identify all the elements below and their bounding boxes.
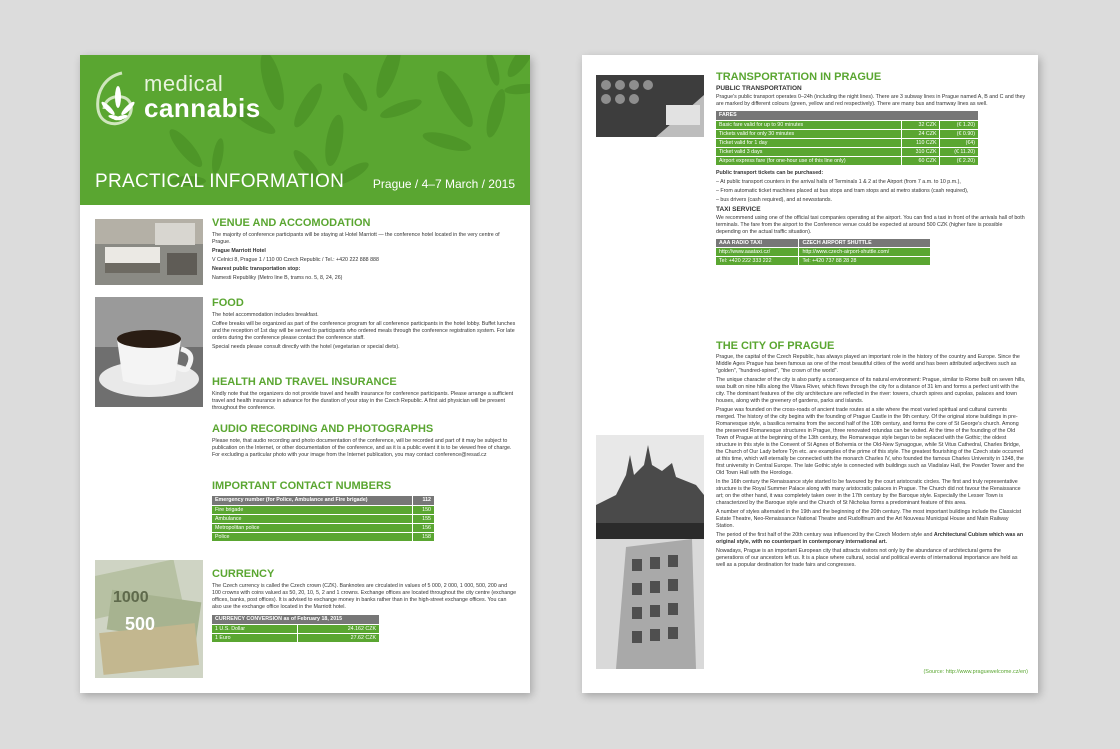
audio-heading: AUDIO RECORDING AND PHOTOGRAPHS — [212, 423, 434, 435]
city-text-3: Prague was founded on the cross-roads of ancient trade routes at a site where the most varied spiritual and cultural currents merged. The history of the city begins with the founding of Prague Castle in the 9th century. Of the original stone buildings in pre-Romanesque style, a basilica remains from the second half of the 10th century, and forms the core of St George's church. Among the preserved Romanesque structures in Prague, three renovated rotundas can be visited. At the time of the founding of the Old Town of Prague at the beginning of the 13th century, the Romanesque style began to be replaced with the Gothic; the oldest structure in this style is the Convent of St Agnes of Bohemia or the Old-New Synagogue, while St Vitus Cathedral, Charles Bridge, the Church of Our Lady before Týn etc. are examples of the prime of this style. The greatest flourishing of the Czech state occurred at this time, which will eternally be connected with the monarch Charles IV, who founded the famous Charles University in 1348, the first university in Central Europe. The late Gothic style is connected with buildings such as Vladislav Hall, the Powder Tower and the Old Town Hall with the Horologe. — [716, 407, 1025, 476]
taxi-phone: Tel: +420 222 333 222 — [716, 257, 799, 266]
contact-number: 158 — [412, 532, 434, 541]
logo-cannabis-text: cannabis — [144, 93, 261, 123]
cubist-building-photo — [596, 539, 704, 669]
tickets-item: – At public transport counters in the arrival halls of Terminals 1 & 2 at the Airport (from 7 a.m. to 10 p.m.), — [716, 178, 961, 185]
contact-number: 112 — [412, 496, 434, 505]
right-page — [582, 55, 1038, 693]
contact-label: Emergency number (for Police, Ambulance and Fire brigade) — [212, 496, 412, 505]
public-transport-text: Prague's public transport operates 0–24h (including the night lines). There are 3 subway lines in Prague named A, B and C and they are marked by different colours (green, yellow and red respectively). There are many bus and tramway lines as well. — [716, 94, 1026, 107]
currency-value: 24.162 CZK — [298, 624, 379, 633]
svg-text:1000: 1000 — [113, 589, 149, 606]
transport-section — [716, 71, 1026, 266]
fare-eur: (€4) — [940, 138, 978, 147]
taxi-name: CZECH AIRPORT SHUTTLE — [799, 239, 930, 248]
transport-heading: TRANSPORTATION IN PRAGUE — [716, 71, 882, 83]
table-row — [212, 514, 434, 523]
contact-label: Police — [212, 532, 412, 541]
insurance-section — [212, 376, 517, 414]
venue-text: The majority of conference participants will be staying at Hotel Marriott — the conference hotel located in the very centre of Prague. — [212, 232, 500, 245]
stop-value: Namesti Republiky (Metro line B, trams no. 5, 8, 24, 26) — [212, 275, 343, 281]
fare-czk: 24 CZK — [901, 129, 940, 138]
fare-label: Tickets valid for only 30 minutes — [716, 129, 901, 138]
table-row — [716, 156, 978, 165]
audio-section — [212, 423, 517, 461]
currency-section — [212, 568, 517, 643]
table-row — [716, 120, 978, 129]
fare-label: Ticket valid for 1 day — [716, 138, 901, 147]
city-text-5: A number of styles alternated in the 19th and the beginning of the 20th century. The most important buildings include the Classicist Estate Theatre, Neo-Renaissance National Theatre and Rudolfinum and the Art Nouveau Municipal House and Main Railway Station. — [716, 509, 1022, 529]
currency-heading: CURRENCY — [212, 568, 275, 580]
event-date: Prague / 4–7 March / 2015 — [372, 177, 515, 191]
fare-label: Ticket valid 3 days — [716, 147, 901, 156]
city-text-6b: Architectural Cubism which was an original style, with no counterpart in contemporary international art. — [716, 532, 1024, 545]
coffee-cup-photo — [95, 297, 203, 407]
city-text-2: The unique character of the city is also partly a consequence of its natural environment: Prague, similar to Rome built on seven hills, was built on nine hills along the Vltava River, which flows through the city for a distance of 31 km and forms a perfect unit with the city. The dominant features of the city architecture are reflected in the river: towers, church spires and cupolas, palaces and town houses, along with the greenery of gardens, parks and islands. — [716, 377, 1026, 404]
hotel-name: Prague Marriott Hotel — [212, 248, 266, 254]
fares-table — [716, 111, 978, 166]
city-text-4: In the 16th century the Renaissance style started to be favoured by the court aristocratic circles. The first and truly representative structure is the Royal Summer Palace along with many aristocratic palaces in Prague. The Church did not favour the Renaissance art; on the other hand, it was completely taken over in the 17th century by the Baroque style. Especially the Lesser Town is characterized by the Baroque style and the Church of St Nicholas forms a predominant feature of this area. — [716, 479, 1021, 506]
contacts-table — [212, 496, 434, 542]
fare-eur: (€ 11.20) — [940, 147, 978, 156]
stop-label: Nearest public transportation stop: — [212, 266, 301, 272]
currency-label: 1 Euro — [212, 633, 298, 642]
table-row — [212, 624, 379, 633]
fare-czk: 310 CZK — [901, 147, 940, 156]
contact-label: Fire brigade — [212, 505, 412, 514]
food-text-1: The hotel accommodation includes breakfast. — [212, 312, 319, 318]
page-title: PRACTICAL INFORMATION — [95, 171, 345, 192]
insurance-heading: HEALTH AND TRAVEL INSURANCE — [212, 376, 397, 388]
tickets-label: Public transport tickets can be purchased: — [716, 169, 824, 176]
fare-czk: 110 CZK — [901, 138, 940, 147]
taxi-name: AAA RADIO TAXI — [716, 239, 799, 248]
currency-value: 27.62 CZK — [298, 633, 379, 642]
logo-mark-icon — [92, 69, 140, 129]
fare-czk: 32 CZK — [901, 120, 940, 129]
city-heading: THE CITY OF PRAGUE — [716, 340, 835, 352]
banknotes-photo — [95, 560, 203, 678]
hotel-address: V Celnici 8, Prague 1 / 110 00 Czech Republic / Tel.: +420 222 888 888 — [212, 257, 379, 263]
food-text-3: Special needs please consult directly with the hotel (vegetarian or special diets). — [212, 344, 400, 350]
table-row — [212, 532, 434, 541]
fare-eur: (€ 1.20) — [940, 120, 978, 129]
tickets-item: – From automatic ticket machines placed at bus stops and tram stops and at metro stations (cash required), — [716, 187, 969, 194]
table-row — [212, 615, 379, 624]
currency-text: The Czech currency is called the Czech crown (CZK). Banknotes are circulated in values of 5 000, 2 000, 1 000, 500, 200 and 100 crowns with coins valued as 50, 20, 10, 5, 2 and 1 crowns. Exchange offices are located throughout the city centre (exchange offices, banks, post offices). It is advised to exchange money in banks rather than in the high-street exchange offices. You can also use the exchange office located in the Marriott hotel. — [212, 583, 517, 610]
food-heading: FOOD — [212, 297, 244, 309]
table-row — [212, 633, 379, 642]
city-text-6 — [716, 532, 1026, 546]
contacts-section — [212, 480, 517, 542]
fare-eur: (€ 0.90) — [940, 129, 978, 138]
contacts-heading: IMPORTANT CONTACT NUMBERS — [212, 480, 392, 492]
currency-table — [212, 615, 379, 643]
venue-heading: VENUE AND ACCOMODATION — [212, 217, 371, 229]
table-row — [716, 111, 978, 120]
city-text-7: Nowadays, Prague is an important European city that attracts visitors not only by the abundance of architectural gems the generations of our ancestors left us. It is a place where cultural, social and political events of international importance are held as well as a popular destination for trade fairs and congresses. — [716, 548, 1018, 568]
metro-station-photo — [596, 75, 704, 137]
contact-number: 150 — [412, 505, 434, 514]
contact-number: 156 — [412, 523, 434, 532]
table-row — [716, 138, 978, 147]
contact-label: Ambulance — [212, 514, 412, 523]
source-credit: (Source: http://www.praguewelcome.cz/en) — [923, 669, 1028, 675]
contact-number: 155 — [412, 514, 434, 523]
currency-label: 1 U.S. Dollar — [212, 624, 298, 633]
fare-label: Basic fare valid for up to 90 minutes — [716, 120, 901, 129]
taxi-text: We recommend using one of the official taxi companies operating at the airport. You can find a taxi in front of the arrivals hall of both terminals. The fare from the airport to the Conference venue could be expected at around 500 CZK (higher fare is possible depending on the actual traffic situation). — [716, 214, 1025, 235]
header-banner — [80, 55, 530, 205]
fare-label: Airport express fare (for one-hour use of this line only) — [716, 156, 901, 165]
table-row — [716, 239, 930, 248]
contact-label: Metropolitan police — [212, 523, 412, 532]
audio-text: Please note, that audio recording and photo documentation of the conference, will be recorded and part of it may be subject to publication on the Internet, or other documentation of the conference, and as it is a public event it is to be viewed free of charge. For excluding a particular photo with your image from the Internet publication, you may contact conference@resad.cz — [212, 438, 512, 458]
table-row — [716, 248, 930, 257]
taxi-subheading: TAXI SERVICE — [716, 205, 761, 213]
currency-table-title: CURRENCY CONVERSION as of February 18, 2015 — [212, 615, 379, 624]
table-row — [212, 523, 434, 532]
food-text-2: Coffee breaks will be organized as part of the conference program for all conference participants in the hotel lobby. Buffet lunches and the reception of 1st day will be served to participants who ordered meals through the conference registration system. For late orders during the conference please contact the conference staff. — [212, 321, 516, 341]
taxi-phone: Tel: +420 737 88 28 28 — [799, 257, 930, 266]
prague-castle-photo — [596, 435, 704, 545]
city-text-6a: The period of the first half of the 20th century was influenced by the Czech Modern style and — [716, 532, 933, 538]
food-section — [212, 297, 517, 353]
left-page — [80, 55, 530, 693]
table-row — [716, 257, 930, 266]
fare-czk: 60 CZK — [901, 156, 940, 165]
fare-eur: (€ 2.20) — [940, 156, 978, 165]
logo-medical-text: medical — [144, 71, 224, 96]
table-row — [716, 129, 978, 138]
insurance-text: Kindly note that the organizers do not provide travel and health insurance for conference participants. Please arrange a sufficient travel and health insurance in advance for the duration of your stay in the Czech Republic. A first aid physician will be present throughout the conference. — [212, 391, 514, 411]
taxi-table — [716, 239, 930, 267]
taxi-link[interactable]: http://www.aaataxi.cz/ — [716, 248, 799, 257]
city-text-1: Prague, the capital of the Czech Republic, has always played an important role in the history of the country and Europe. Since the Middle Ages Prague has been famous as one of the most beautiful cities of the world and has been attributed adjectives such as "golden", "hundred-spired", "the crown of the world". — [716, 354, 1020, 374]
tickets-item: – bus drivers (cash required), and at newsstands. — [716, 196, 833, 203]
hotel-room-photo — [95, 219, 203, 285]
table-row — [212, 496, 434, 505]
fares-title: FARES — [716, 111, 978, 120]
taxi-link[interactable]: http://www.czech-airport-shuttle.com/ — [799, 248, 930, 257]
city-section — [716, 340, 1026, 571]
svg-text:500: 500 — [125, 614, 156, 634]
table-row — [212, 505, 434, 514]
table-row — [716, 147, 978, 156]
public-transport-subheading: PUBLIC TRANSPORTATION — [716, 85, 802, 92]
venue-section — [212, 217, 517, 284]
